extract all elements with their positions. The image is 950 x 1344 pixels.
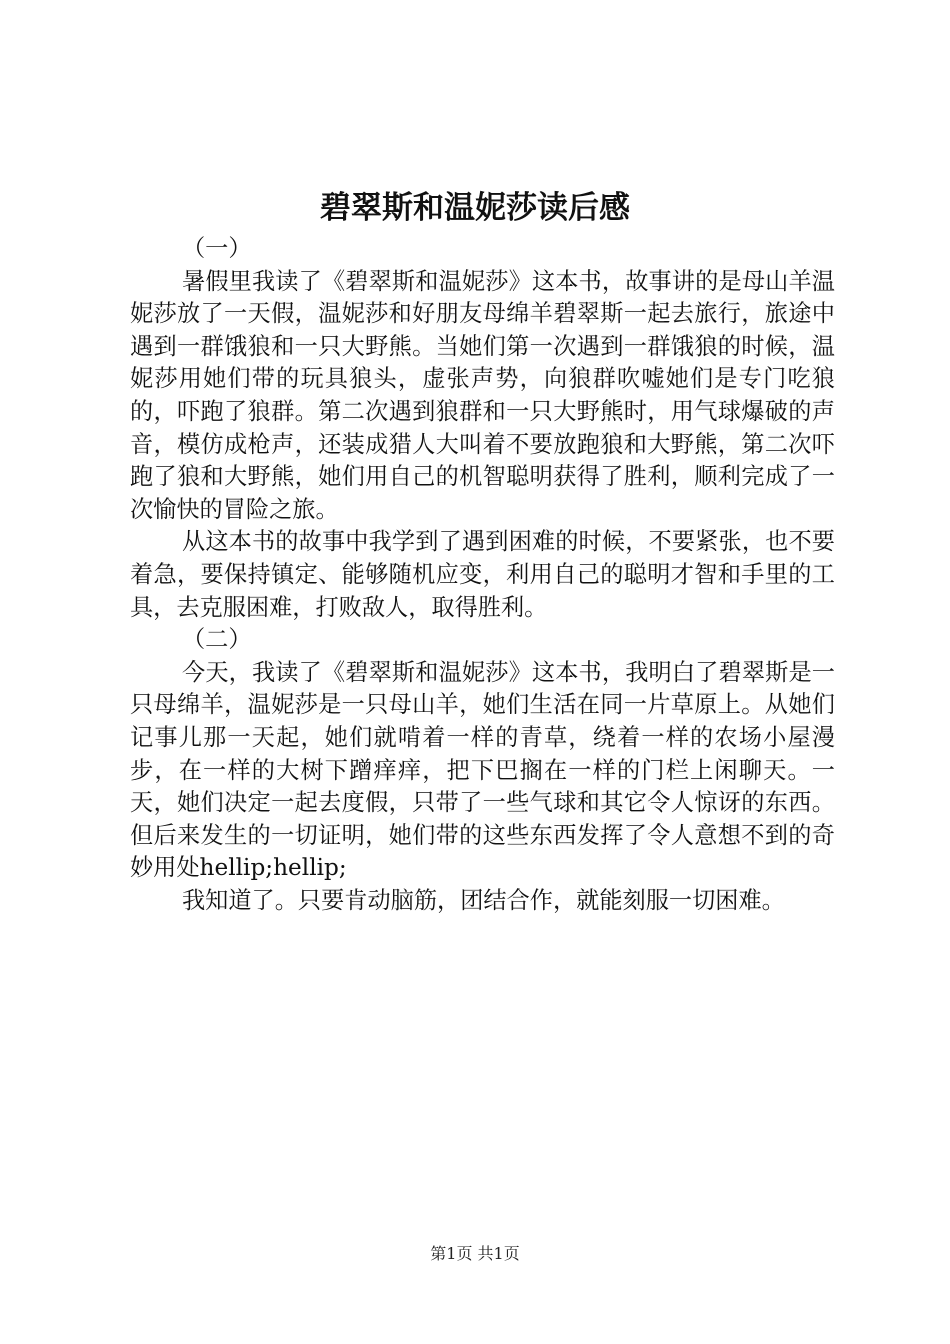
section-marker-two: （二） bbox=[182, 626, 252, 654]
document-title: 碧翠斯和温妮莎读后感 bbox=[320, 190, 630, 226]
section-marker-one: （一） bbox=[182, 235, 252, 262]
paragraph-story-summary: 暑假里我读了《碧翠斯和温妮莎》这本书，故事讲的是母山羊温妮莎放了一天假，温妮莎和好朋友母绵羊碧翠斯一起去旅行，旅途中遇到一群饿狼和一只大野熊。当她们第一次遇到一群饿狼的时候，温妮莎用她们带的玩具狼头，虚张声势，向狼群吹嘘她们是专门吃狼的，吓跑了狼群。第二次遇到狼群和一只大野熊时，用气球爆破的声音，模仿成枪声，还装成猎人大叫着不要放跑狼和大野熊，第二次吓跑了狼和大野熊，她们用自己的机智聪明获得了胜利，顺利完成了一次愉快的冒险之旅。 bbox=[130, 267, 835, 523]
paragraph-lesson: 从这本书的故事中我学到了遇到困难的时候，不要紧张，也不要着急，要保持镇定、能够随机应变，利用自己的聪明才智和手里的工具，去克服困难，打败敌人，取得胜利。 bbox=[130, 528, 835, 621]
page-number-footer: 第1页 共1页 bbox=[430, 1244, 520, 1263]
paragraph-conclusion: 我知道了。只要肯动脑筋，团结合作，就能刻服一切困难。 bbox=[182, 886, 785, 914]
document-body bbox=[130, 233, 835, 917]
paragraph-second-review: 今天，我读了《碧翠斯和温妮莎》这本书，我明白了碧翠斯是一只母绵羊，温妮莎是一只母山羊，她们生活在同一片草原上。从她们记事儿那一天起，她们就啃着一样的青草，绕着一样的农场小屋漫步，在一样的大树下蹭痒痒，把下巴搁在一样的门栏上闲聊天。一天，她们决定一起去度假，只带了一些气球和其它令人惊讶的东西。但后来发生的一切证明，她们带的这些东西发挥了令人意想不到的奇妙用处hellip;hellip; bbox=[130, 658, 835, 882]
